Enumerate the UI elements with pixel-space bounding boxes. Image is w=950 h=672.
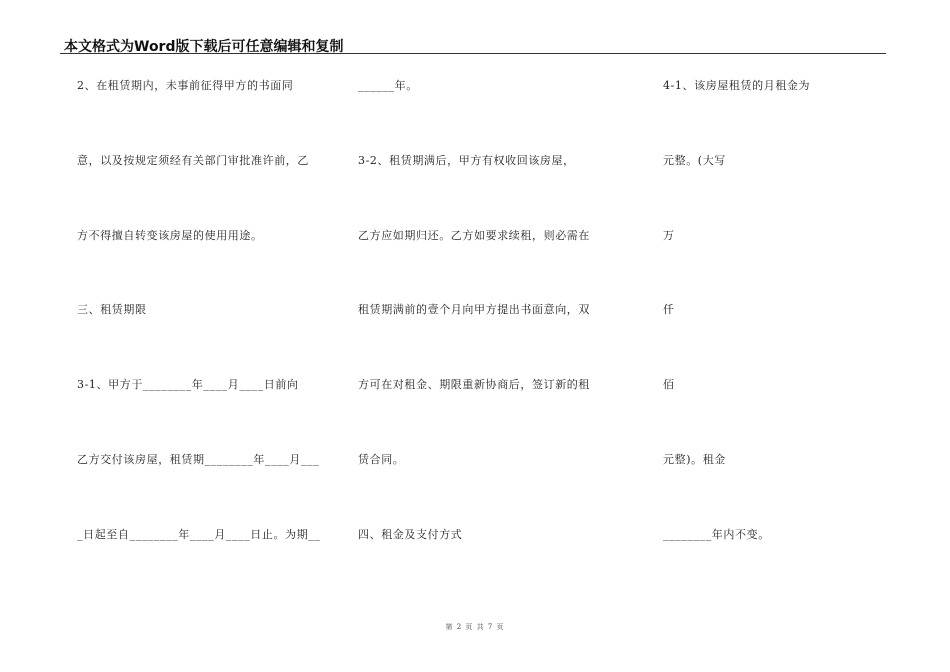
text-line: 元整)。租金 [663, 453, 726, 466]
text-line: 3-1、甲方于________年____月____日前向 [77, 378, 299, 391]
text-line: 方不得擅自转变该房屋的使用用途。 [77, 229, 263, 242]
text-line: 乙方交付该房屋，租赁期________年____月___ [77, 453, 320, 466]
page-number: 第 2 页 共 7 页 [445, 623, 505, 631]
text-line: 乙方应如期归还。乙方如要求续租，则必需在 [358, 229, 590, 242]
text-line: 佰 [663, 378, 675, 391]
text-line: _日起至自________年____月____日止。为期__ [77, 528, 321, 541]
section-heading: 四、租金及支付方式 [358, 528, 463, 541]
text-line: ________年内不变。 [663, 528, 770, 541]
text-line: 仟 [663, 303, 675, 316]
text-line: ______年。 [358, 79, 418, 92]
text-column-right [663, 0, 863, 672]
text-line: 万 [663, 229, 675, 242]
text-line: 意，以及按规定须经有关部门审批准许前，乙 [77, 154, 309, 167]
text-line: 2、在租赁期内，未事前征得甲方的书面同 [77, 79, 294, 92]
document-header-title: 本文格式为Word版下载后可任意编辑和复制 [64, 39, 344, 55]
text-column-left [77, 0, 327, 672]
text-line: 3-2、租赁期满后，甲方有权收回该房屋， [358, 154, 575, 167]
text-line: 4-1、该房屋租赁的月租金为 [663, 79, 811, 92]
text-column-middle [358, 0, 608, 672]
text-line: 元整。(大写 [663, 154, 726, 167]
text-line: 赁合同。 [358, 453, 405, 466]
text-line: 租赁期满前的壹个月向甲方提出书面意向，双 [358, 303, 590, 316]
section-heading: 三、租赁期限 [77, 303, 147, 316]
text-line: 方可在对租金、期限重新协商后，签订新的租 [358, 378, 590, 391]
